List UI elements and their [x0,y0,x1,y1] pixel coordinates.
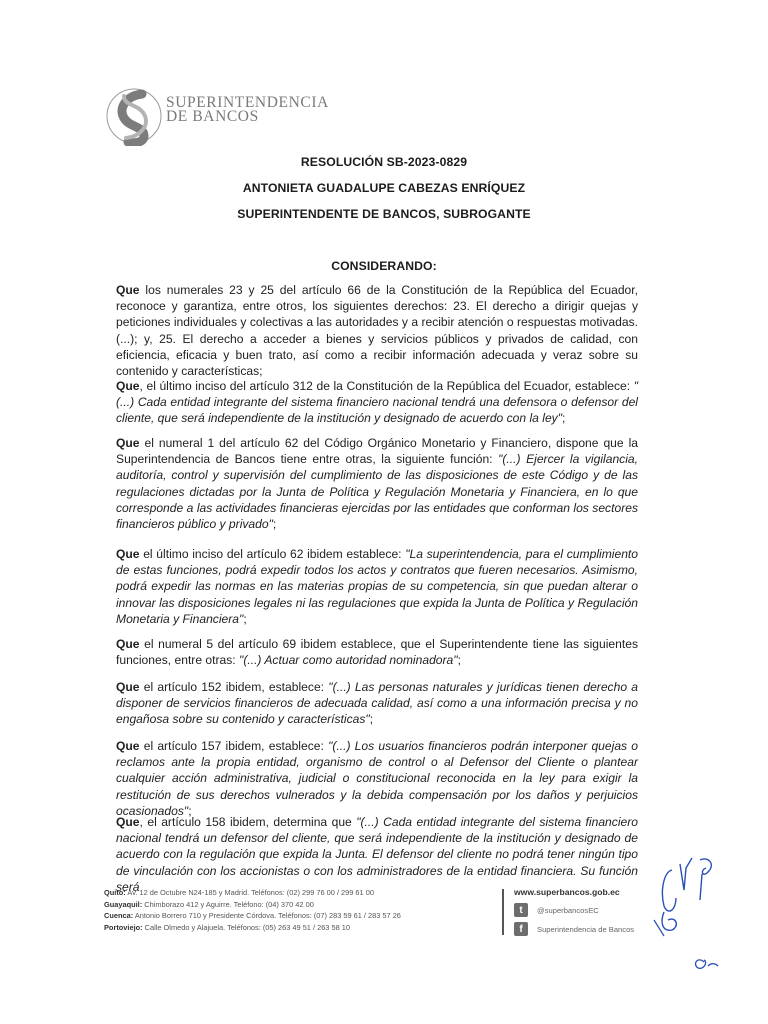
considerando-heading: CONSIDERANDO: [331,259,437,273]
handwritten-signature [650,850,750,980]
paragraph-text: los numerales 23 y 25 del artículo 66 de la Constitución de la República del Ecuador, reconoce y garantiza, entre otros, los siguientes derechos: 23. El derecho a dirigir quejas y peticiones individuales y colectivas a las autoridades y a recibir atención o respuestas motivadas. (...); y, 25. El derecho a acceder a bienes y servicios públicos y privados de calidad, con eficiencia, eficacia y buen trato, así como a recibir información adecuada y veraz sobre su contenido y características; [116,283,638,379]
address-text: Av. 12 de Octubre N24-185 y Madrid. Teléfonos: (02) 299 76 00 / 299 61 00 [125,888,374,897]
paragraph-tail: ; [562,411,566,426]
paragraph-text: el numeral 1 del artículo 62 del Código Orgánico Monetario y Financiero, dispone que la Superintendencia de Bancos tiene entre otras, la siguiente función: [116,436,638,467]
facebook-icon: f [514,922,528,936]
considerando-paragraph [116,814,638,895]
twitter-icon: t [514,903,528,917]
paragraph-text: el artículo 157 ibidem, establece: [139,739,329,753]
paragraph-quote: "(...) Cada entidad integrante del sistema financiero nacional tendrá un defensor del cliente, que será independiente de la institución y designado de acuerdo con la regulación que expida la Junta. El defensor del cliente no podrá tener ningún tipo de vinculación con los accionistas o con los administradores de la entidad financiera. Su función será [116,815,638,894]
resolution-number: RESOLUCIÓN SB-2023-0829 [300,155,468,169]
address-city: Cuenca: [104,911,134,921]
logo-swirl-icon [104,86,164,146]
logo-line-1: SUPERINTENDENCIA [166,94,329,111]
que-lead: Que [116,815,140,829]
address-line [104,922,484,934]
website-link[interactable]: www.superbancos.gob.ec [514,887,620,897]
address-text: Calle Olmedo y Alajuela. Teléfonos: (05) 263 49 51 / 263 58 10 [142,922,350,932]
considerando-paragraph [116,679,638,728]
paragraph-tail: ; [369,712,374,727]
logo-text [166,96,329,124]
considerando-paragraph [116,546,638,627]
address-line [104,910,484,922]
twitter-handle: @superbancosEC [537,905,599,915]
considerando-paragraph [116,282,638,379]
paragraph-text: , el último inciso del artículo 312 de la Constitución de la República del Ecuador, establece: [139,379,634,393]
considerando-paragraph [116,738,638,819]
paragraph-quote: "(...) Cada entidad integrante del sistema financiero nacional tendrá una defensora o defensor del cliente, que será independiente de la institución y designado de acuerdo con la ley" [116,379,638,426]
paragraph-tail: ; [457,653,461,668]
que-lead: Que [116,637,140,651]
paragraph-text: el último inciso del artículo 62 ibidem establece: [139,547,406,561]
paragraph-text: , el artículo 158 ibidem, determina que [139,815,357,829]
letterhead-footer [104,887,664,947]
paragraph-tail: ; [188,803,192,818]
que-lead: Que [116,283,140,297]
address-city: Quito: [104,888,126,897]
facebook-page: Superintendencia de Bancos [537,924,635,934]
que-lead: Que [116,739,140,753]
official-name: ANTONIETA GUADALUPE CABEZAS ENRÍQUEZ [242,181,526,195]
paragraph-text: el artículo 152 ibidem, establece: [139,680,329,694]
paragraph-quote: "(...) Los usuarios financieros podrán interponer quejas o reclamos ante la propia entidad, organismo de control o al Defensor del Cliente o plantear cualquier acción administrativa, judicial o constitucional reconocida en la ley para exigir la restitución de sus derechos vulnerados y la debida compensación por los daños y perjuicios ocasionados" [116,739,639,818]
paragraph-tail: ; [243,611,247,626]
que-lead: Que [116,680,140,694]
logo-line-2: DE BANCOS [166,108,259,125]
que-lead: Que [116,547,140,561]
considerando-paragraph [116,378,638,427]
office-addresses [104,887,484,933]
considerando-paragraph [116,435,638,532]
paragraph-text: el numeral 5 del artículo 69 ibidem establece, que el Superintendente tiene las siguientes funciones, entre otras: [116,637,638,668]
que-lead: Que [116,436,140,450]
address-city: Guayaquil: [104,899,143,909]
paragraph-tail: ; [272,517,277,532]
address-city: Portoviejo: [104,922,143,932]
paragraph-quote: "(...) Actuar como autoridad nominadora" [239,653,458,668]
footer-divider [502,889,504,935]
address-text: Chimborazo 412 y Aguirre. Teléfono: (04) 370 42 00 [142,899,314,909]
paragraph-quote: "(...) Ejercer la vigilancia, auditoría, control y supervisión del cumplimiento de las disposiciones de este Código y de las regulaciones dictadas por la Junta de Política y Regulación Monetaria y Financiera, en lo que corresponde a las actividades financieras ejercidas por las entidades que conforman los sectores financieros público y privado" [116,452,638,532]
considerando-paragraph [116,636,638,668]
paragraph-quote: "La superintendencia, para el cumplimiento de estas funciones, podrá expedir todos los actos y contratos que fueren necesarios. Asimismo, podrá expedir las normas en las materias propias de su competencia, sin que puedan alterar o innovar las disposiciones legales ni las regulaciones que expida la Junta de Política y Regulación Monetaria y Financiera" [116,547,639,626]
address-line [104,887,484,899]
que-lead: Que [116,379,140,393]
official-position: SUPERINTENDENTE DE BANCOS, SUBROGANTE [237,207,531,221]
paragraph-quote: "(...) Las personas naturales y jurídicas tienen derecho a disponer de servicios financieros de adecuada calidad, así como a una información precisa y no engañosa sobre su contenido y características" [116,680,638,727]
address-text: Antonio Borrero 710 y Presidente Córdova. Teléfonos: (07) 283 59 61 / 283 57 26 [133,911,401,921]
superintendencia-logo [104,86,344,146]
address-line [104,899,484,911]
